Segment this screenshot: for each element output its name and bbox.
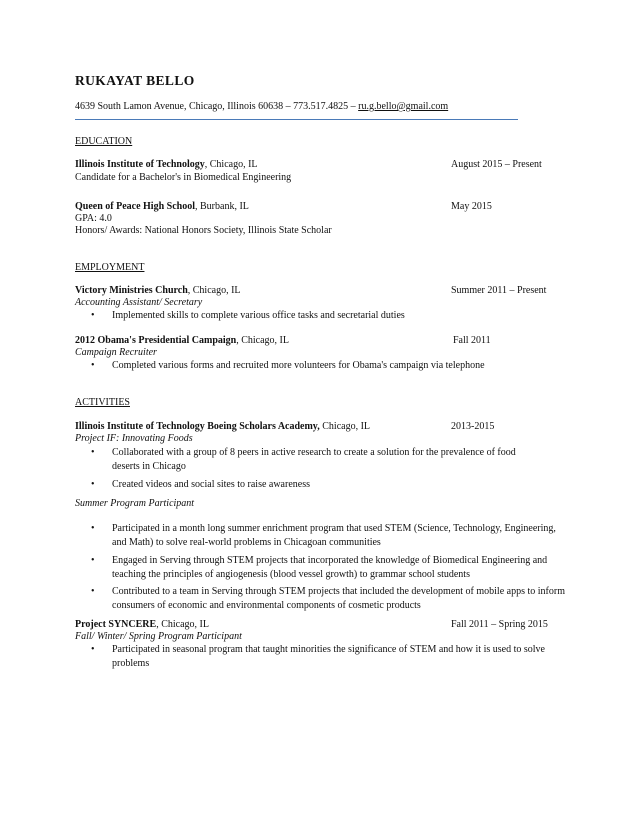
emp-entry-2-bullets bbox=[75, 359, 555, 373]
emp-entry-1-org: Victory Ministries Church bbox=[75, 285, 188, 296]
emp-entry-1-bullets bbox=[75, 309, 545, 323]
act-entry-3-bullets bbox=[75, 643, 555, 672]
list-item: • Created videos and social sites to raise awareness bbox=[75, 478, 545, 492]
act-entry-1-loc: Chicago, IL bbox=[319, 421, 371, 432]
list-item: • Engaged in Serving through STEM projects that incorporated the knowledge of Biomedical Engineering and teaching the principles of angiogenesis (blood vessel growth) to grammar school students bbox=[91, 554, 548, 580]
header-divider bbox=[75, 119, 518, 120]
section-heading-activities: ACTIVITIES bbox=[75, 397, 130, 408]
act-entry-1-title bbox=[75, 421, 370, 432]
list-item: • Participated in seasonal program that taught minorities the significance of STEM and how it is used to solve problems bbox=[91, 644, 545, 670]
act-entry-1-org: Illinois Institute of Technology Boeing Scholars Academy, bbox=[75, 421, 320, 432]
emp-entry-2-title bbox=[75, 335, 289, 346]
act-entry-3-org: Project SYNCERE bbox=[75, 619, 157, 630]
bullet-icon: • bbox=[91, 310, 95, 321]
act-entry-3-title bbox=[75, 619, 209, 630]
edu-entry-2-loc: , Burbank, IL bbox=[195, 201, 249, 212]
list-item: • Implemented skills to complete various office tasks and secretarial duties bbox=[75, 309, 545, 323]
edu-entry-1-date: August 2015 – Present bbox=[451, 159, 542, 170]
act-entry-3-role: Fall/ Winter/ Spring Program Participant bbox=[75, 631, 242, 642]
contact-line bbox=[75, 101, 448, 112]
act-entry-3-loc: , Chicago, IL bbox=[156, 619, 209, 630]
act-entry-1-role: Project IF: Innovating Foods bbox=[75, 433, 193, 444]
bullet-icon: • bbox=[91, 360, 95, 371]
act-entry-2-bullets bbox=[75, 522, 565, 614]
edu-entry-2-date: May 2015 bbox=[451, 201, 492, 212]
bullet-icon: • bbox=[91, 586, 95, 598]
act-entry-3-date: Fall 2011 – Spring 2015 bbox=[451, 619, 548, 630]
section-heading-education: EDUCATION bbox=[75, 136, 133, 147]
emp-entry-1-loc: , Chicago, IL bbox=[187, 285, 241, 296]
edu-entry-1-title bbox=[75, 159, 258, 170]
bullet-icon: • bbox=[91, 554, 95, 566]
bullet-icon: • bbox=[91, 447, 95, 458]
emp-entry-1-role: Accounting Assistant/ Secretary bbox=[75, 297, 203, 308]
edu-entry-2-honors: Honors/ Awards: National Honors Society, Illinois State Scholar bbox=[75, 225, 332, 236]
list-item: • Collaborated with a group of 8 peers in active research to create a solution for the prevalence of food deserts in Chicago bbox=[91, 447, 516, 473]
list-item: • Contributed to a team in Serving through STEM projects that included the development of mobile apps to inform consumers of economic and environmental components of cosmetic products bbox=[91, 586, 565, 612]
act-entry-2-role: Summer Program Participant bbox=[75, 498, 195, 509]
contact-address: 4639 South Lamon Avenue, Chicago, Illinois 60638 – 773.517.4825 – bbox=[75, 101, 359, 112]
edu-entry-2-title bbox=[75, 201, 249, 212]
contact-email[interactable]: ru.g.bello@gmail.com bbox=[358, 101, 449, 112]
bullet-icon: • bbox=[91, 644, 95, 655]
bullet-icon: • bbox=[91, 478, 95, 490]
resume-name: RUKAYAT BELLO bbox=[75, 73, 195, 88]
section-heading-employment: EMPLOYMENT bbox=[75, 262, 145, 273]
emp-entry-1-date: Summer 2011 – Present bbox=[451, 285, 547, 296]
emp-entry-2-role: Campaign Recruiter bbox=[75, 347, 157, 358]
emp-entry-2-date: Fall 2011 bbox=[453, 335, 491, 346]
list-item: • Participated in a month long summer enrichment program that used STEM (Science, Technology, Engineering, and Math) to solve real-world problems in Chicagoan communities bbox=[91, 523, 556, 549]
act-entry-1-bullets bbox=[75, 446, 545, 492]
bullet-icon: • bbox=[91, 523, 95, 534]
edu-entry-1-degree: Candidate for a Bachelor's in Biomedical Engineering bbox=[75, 172, 292, 183]
emp-entry-2-loc: , Chicago, IL bbox=[236, 335, 289, 346]
edu-entry-2-org: Queen of Peace High School bbox=[75, 201, 195, 212]
edu-entry-2-gpa: GPA: 4.0 bbox=[75, 213, 112, 224]
edu-entry-1-org: Illinois Institute of Technology bbox=[75, 159, 205, 170]
emp-entry-1-title bbox=[75, 285, 241, 296]
edu-entry-1-loc: , Chicago, IL bbox=[204, 159, 258, 170]
list-item: • Completed various forms and recruited more volunteers for Obama's campaign via telephone bbox=[75, 359, 555, 373]
emp-entry-2-org: 2012 Obama's Presidential Campaign bbox=[75, 335, 237, 346]
act-entry-1-date: 2013-2015 bbox=[451, 421, 495, 432]
